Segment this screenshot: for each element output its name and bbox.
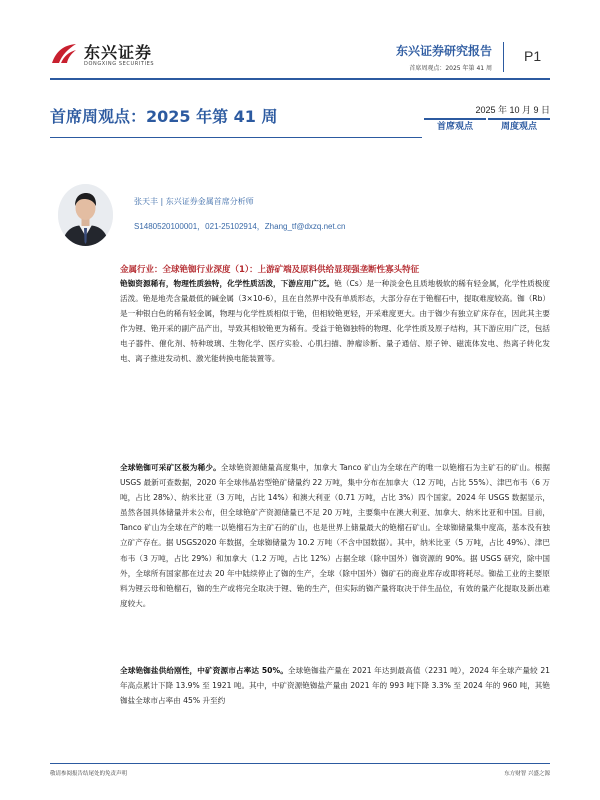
analyst-avatar: [58, 184, 113, 246]
footer-slogan: 东方财智 兴盛之源: [504, 771, 550, 777]
analyst-portrait-icon: [58, 184, 113, 246]
analyst-contact: S1480520100001，021-25102914，Zhang_tf@dxzq.net.cn: [134, 222, 346, 231]
report-title: 东兴证券研究报告: [395, 44, 492, 58]
footer-rule: [50, 763, 550, 764]
report-subtitle: 首席周观点：2025 年第 41 周: [409, 65, 492, 72]
logo-mark-icon: [50, 41, 78, 67]
logo-text-en: DONGXING SECURITIES: [84, 61, 155, 67]
paragraph-body: 全球铯资源储量高度集中，加拿大 Tanco 矿山为全球在产的唯一以铯榴石为主矿石的矿山。根据 USGS 最新可查数据，2020 年全球伟晶岩型铯矿储量约 22 万吨，集中分布在加拿大（12 万吨，占比 55%）、津巴布韦（6 万吨，占比 28%）、纳米比亚（3 万吨，占比 14%）和澳大利亚（0.71 万吨，占比 3%）四个国家。2024 年 USGS 数据显示，虽然各国具体储量并未公布，但全球铯矿产资源储量已不足 20 万吨，主要集中在澳大利亚、加拿大、纳米比亚和中国。目前，Tanco 矿山为全球在产的唯一以铯榴石为主矿石的矿山，也是世界上储量最大的铯榴石矿山。全球铷储量集中度高，基本没有独立矿产存在。据 USGS2020 年数据，全球铷储量为 10.2 万吨（不含中国数据）。其中，纳米比亚（5 万吨，占比 49%）、津巴布韦（3 万吨，占比 29%）和加拿大（1.2 万吨，占比 12%）占据全球（除中国外）铷资源的 90%。据 USGS 研究，除中国外，全球所有国家都在过去 20 年中陆续停止了铷的生产，全球（除中国外）铷矿石的商业库存或即将耗尽。铷盐工业的主要原料为锂云母和铯榴石，铷的生产或将完全取决于锂、铯的生产，但实际的铷产量将取决于伴生品位，有效的量产化提取及新出难度较大。: [120, 463, 551, 608]
paragraph-supply: [120, 663, 550, 708]
logo-text-cn: 东兴证券: [84, 43, 153, 62]
category-tabs: [424, 118, 550, 134]
paragraph-body: 铯（Cs）是一种淡金色且质地极软的稀有轻金属，化学性质极度活泼。铯是地壳含量最低的碱金属（3×10-6），且在自然界中没有单质形态，大部分存在于铯榴石中，提取难度较高。铷（Rb）是一种银白色的稀有轻金属，物理与化学性质相似于铯，但相较铯更轻，开采难度更大。由于铷少有独立矿床存在，因此其主要作为锂、铯开采的副产品产出，导致其相较铯更为稀有。受益于铯铷独特的物理、化学性质及原子结构，其下游应用广泛，包括电子器件、催化剂、特种玻璃、生物化学、医疗实验、心肌扫描、肿瘤诊断、量子通信、原子钟、磁流体发电、热离子转化发电、离子推进发动机、激光能转换电能装置等。: [120, 279, 551, 364]
paragraph-body: 全球铯铷盐产量在 2021 年达到最高值（2231 吨），2024 年全球产量较 21 年高点累计下降 13.9% 至 1921 吨。其中，中矿资源铯铷盐产量由 2021 年的 993 吨下降 3.3% 至 2024 年的 960 吨，其铯铷盐全球市占率由 45% 升至约: [120, 666, 550, 706]
paragraph-lead: 全球铯铷盐供给刚性，中矿资源市占率达 50%。: [120, 666, 288, 675]
section-heading: 金属行业：全球铯铷行业深度（1）：上游矿端及原料供给显现强垄断性寡头特征: [120, 265, 420, 275]
title-rule: [50, 137, 422, 138]
report-date: 2025 年 10 月 9 日: [475, 105, 550, 115]
tab-weekly-view: 周度观点: [488, 118, 550, 134]
tab-chief-view: 首席观点: [424, 118, 486, 134]
footer-disclaimer: 敬请参阅报告结尾处的免责声明: [50, 771, 128, 777]
header-rule: [50, 78, 550, 80]
page-number: P1: [524, 48, 542, 64]
page-title: 首席周观点：2025 年第 41 周: [50, 107, 278, 126]
company-logo: [50, 38, 160, 74]
header-divider: [503, 42, 504, 72]
paragraph-lead: 铯铷资源稀有，物理性质独特，化学性质活泼，下游应用广泛。: [120, 279, 335, 288]
analyst-name: 张天丰 | 东兴证券金属首席分析师: [134, 197, 254, 206]
paragraph-overview: [120, 276, 550, 367]
paragraph-reserves: [120, 460, 550, 611]
paragraph-lead: 全球铯铷可采矿区极为稀少。: [120, 463, 221, 472]
